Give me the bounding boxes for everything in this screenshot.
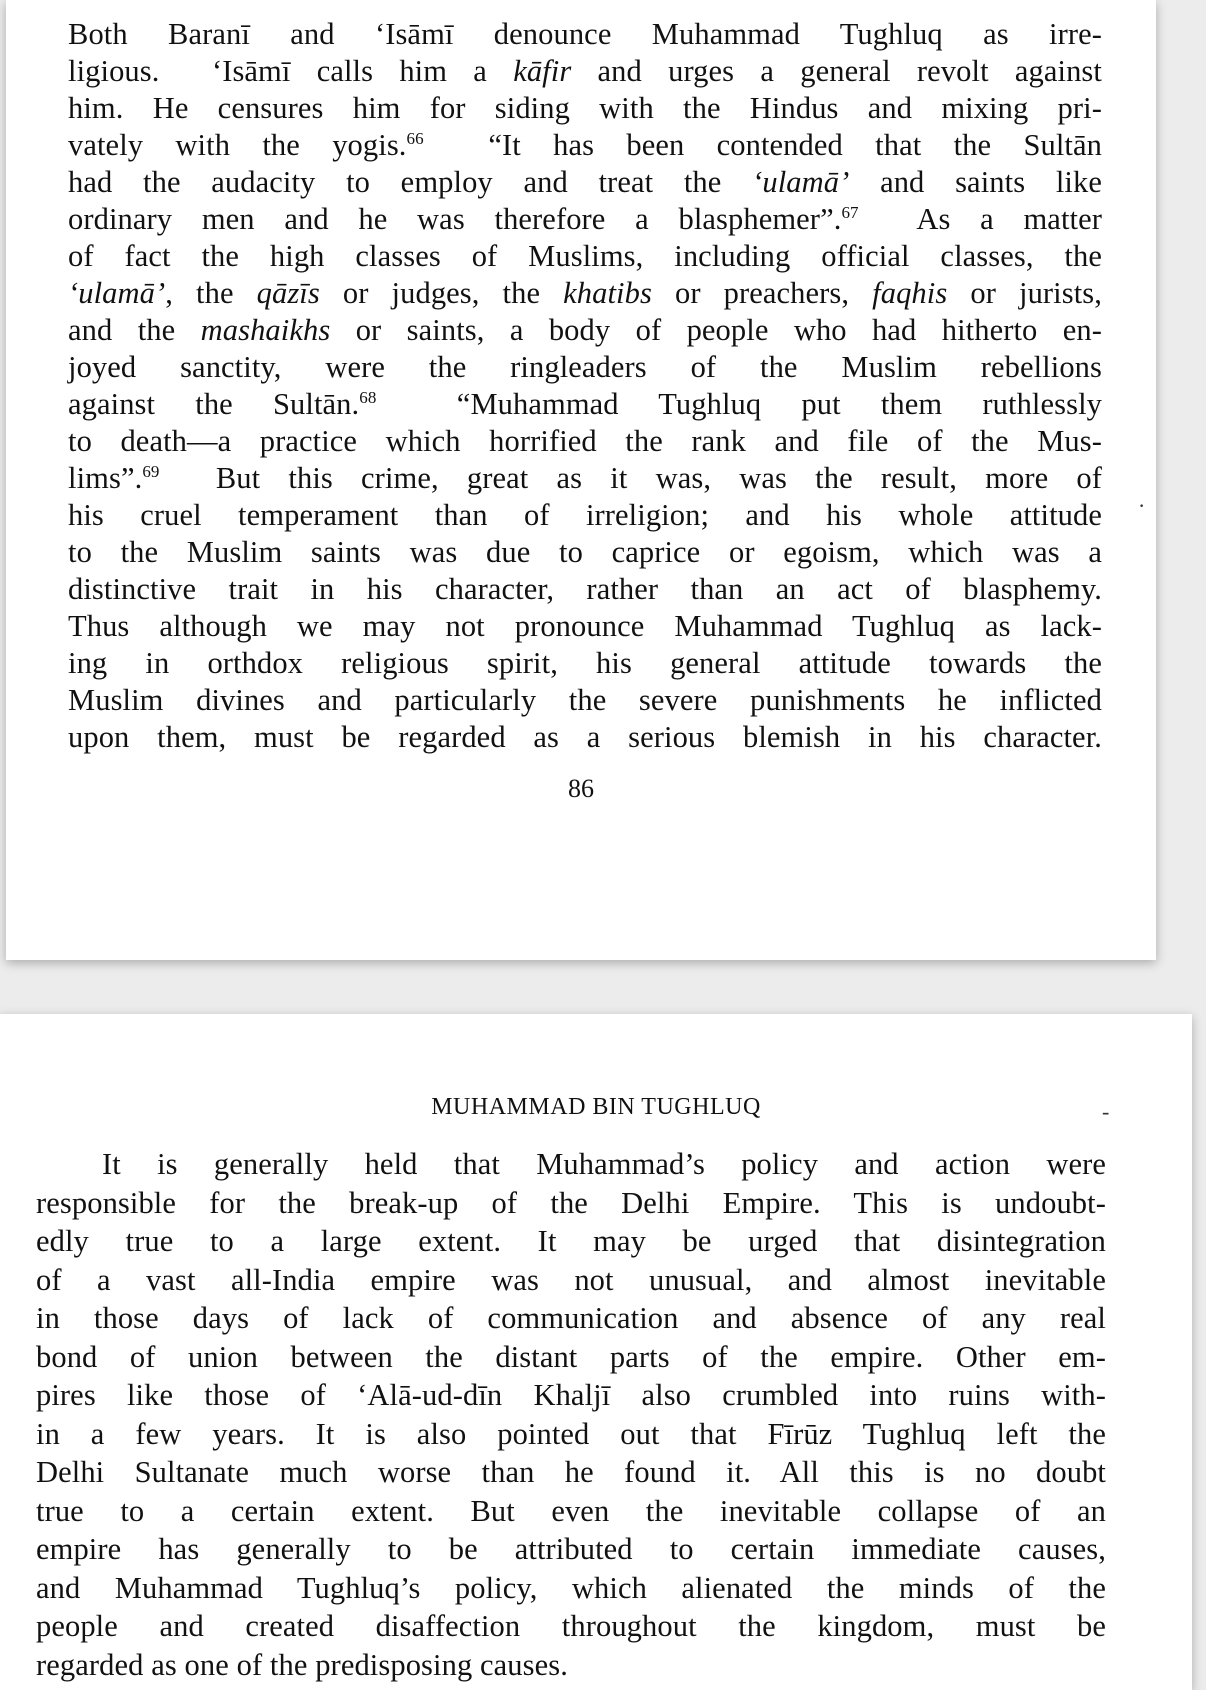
- text-line: in a few years. It is also pointed out that Fīrūz Tughluq left the: [36, 1417, 1106, 1451]
- text-line: Muslim divines and particularly the severe punishments he inflicted: [68, 683, 1102, 717]
- stray-mark: ·: [1138, 493, 1146, 518]
- top-page: [6, 0, 1156, 960]
- text-line: him. He censures him for siding with the Hindus and mixing pri-: [68, 91, 1102, 125]
- text-line: joyed sanctity, were the ringleaders of the Muslim rebellions: [68, 350, 1102, 384]
- text-line: had the audacity to employ and treat the ‘ulamā’ and saints like: [68, 165, 1102, 199]
- text-line: ordinary men and he was therefore a blasphemer”.$^{67}$ As a matter: [68, 202, 1102, 236]
- text-line: bond of union between the distant parts of the empire. Other em-: [36, 1340, 1106, 1374]
- text-line: responsible for the break-up of the Delhi Empire. This is undoubt-: [36, 1186, 1106, 1220]
- text-line: of a vast all-India empire was not unusual, and almost inevitable: [36, 1263, 1106, 1297]
- stray-mark: -: [1102, 1099, 1110, 1124]
- text-line: ing in orthdox religious spirit, his general attitude towards the: [68, 646, 1102, 680]
- text-line: in those days of lack of communication and absence of any real: [36, 1301, 1106, 1335]
- page-number: 86: [568, 774, 594, 803]
- text-line: and Muhammad Tughluq’s policy, which alienated the minds of the: [36, 1571, 1106, 1605]
- text-line: upon them, must be regarded as a serious blemish in his character.: [68, 720, 1102, 754]
- text-line: Delhi Sultanate much worse than he found it. All this is no doubt: [36, 1455, 1106, 1489]
- text-line: against the Sultān.$^{68}$ “Muhammad Tughluq put them ruthlessly: [68, 387, 1102, 421]
- text-line: people and created disaffection throughout the kingdom, must be: [36, 1609, 1106, 1643]
- text-line: to the Muslim saints was due to caprice or egoism, which was a: [68, 535, 1102, 569]
- bottom-page: [0, 1014, 1192, 1690]
- text-line: and the mashaikhs or saints, a body of people who had hitherto en-: [68, 313, 1102, 347]
- footnote-ref: 66: [406, 129, 424, 148]
- running-head: MUHAMMAD BIN TUGHLUQ: [431, 1094, 761, 1120]
- text-line: Both Baranī and ‘Isāmī denounce Muhammad Tughluq as irre-: [68, 17, 1102, 51]
- text-line: of fact the high classes of Muslims, including official classes, the: [68, 239, 1102, 273]
- text-line: empire has generally to be attributed to certain immediate causes,: [36, 1532, 1106, 1566]
- text-line: regarded as one of the predisposing causes.: [36, 1648, 568, 1682]
- text-line: lims”.$^{69}$ But this crime, great as it was, was the result, more of: [68, 461, 1102, 495]
- text-line: vately with the yogis.$^{66}$ “It has been contended that the Sultān: [68, 128, 1102, 162]
- text-line: Thus although we may not pronounce Muhammad Tughluq as lack-: [68, 609, 1102, 643]
- text-line: distinctive trait in his character, rather than an act of blasphemy.: [68, 572, 1102, 606]
- text-line: his cruel temperament than of irreligion; and his whole attitude: [68, 498, 1102, 532]
- footnote-ref: 68: [359, 388, 377, 407]
- text-line: ligious. ‘Isāmī calls him a kāfir and urges a general revolt against: [68, 54, 1102, 88]
- text-line: ‘ulamā’, the qāzīs or judges, the khatibs or preachers, faqhis or jurists,: [68, 276, 1102, 310]
- text-line: pires like those of ‘Alā-ud-dīn Khaljī also crumbled into ruins with-: [36, 1378, 1106, 1412]
- text-line: to death—a practice which horrified the rank and file of the Mus-: [68, 424, 1102, 458]
- text-line: It is generally held that Muhammad’s policy and action were: [102, 1147, 1106, 1181]
- footnote-ref: 69: [142, 462, 160, 481]
- footnote-ref: 67: [841, 203, 859, 222]
- text-line: true to a certain extent. But even the inevitable collapse of an: [36, 1494, 1106, 1528]
- text-line: edly true to a large extent. It may be urged that disintegration: [36, 1224, 1106, 1258]
